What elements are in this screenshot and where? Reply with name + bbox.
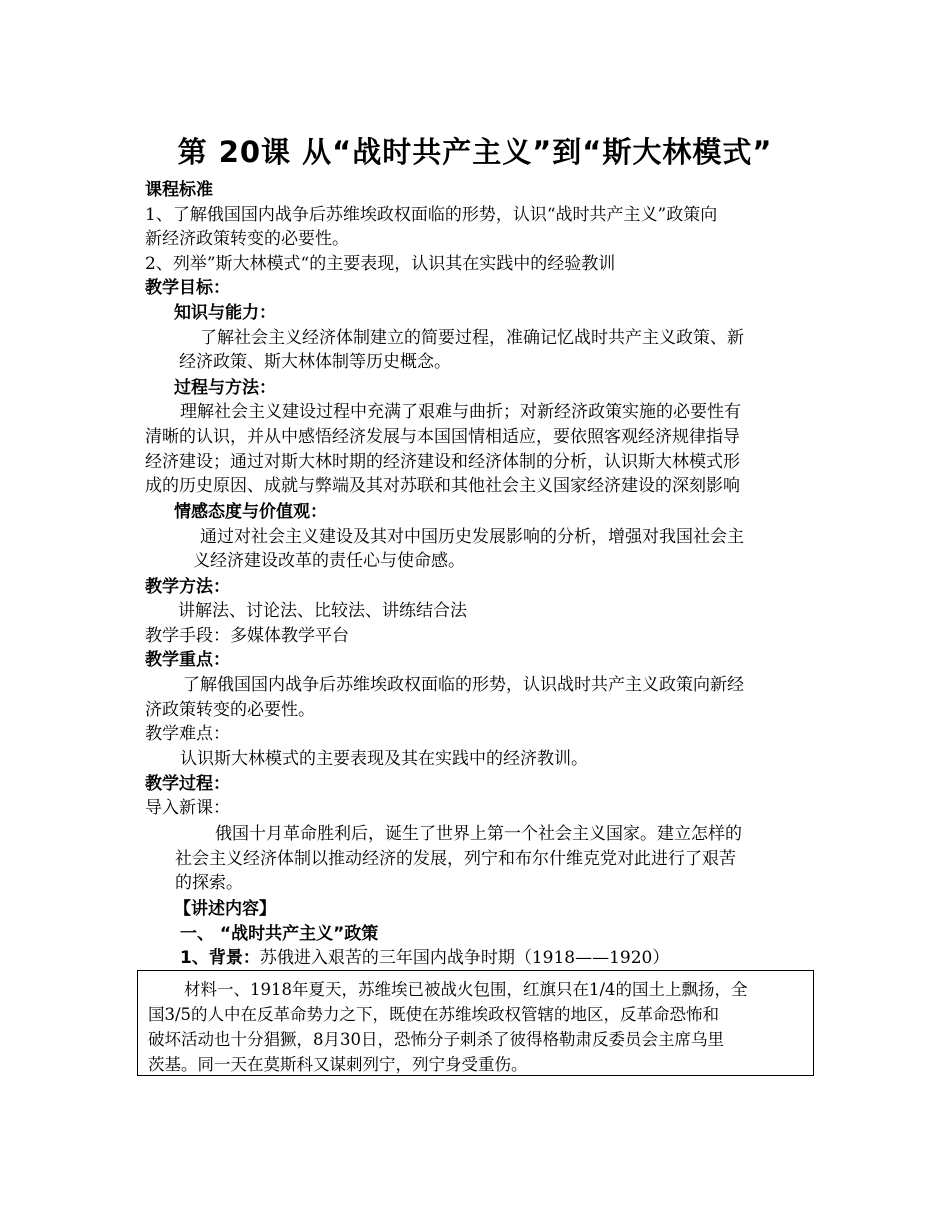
paragraph-line: 了解俄国国内战争后苏维埃政权面临的形势，认识战时共产主义政策向新经 xyxy=(183,675,744,695)
paragraph-line: 清晰的认识，并从中感悟经济发展与本国国情相适应，要依照客观经济规律指导 xyxy=(145,427,740,447)
paragraph-line: 2、列举”斯大林模式“的主要表现，认识其在实践中的经验教训 xyxy=(145,254,616,274)
paragraph-line: 经济建设；通过对斯大林时期的经济建设和经济体制的分析，认识斯大林模式形 xyxy=(145,452,740,472)
paragraph-line: 的探索。 xyxy=(175,873,243,893)
paragraph-line: 义经济建设改革的责任心与使命感。 xyxy=(193,551,465,571)
section-heading: 教学目标： xyxy=(145,278,230,298)
paragraph-line: 通过对社会主义建设及其对中国历史发展影响的分析，增强对我国社会主 xyxy=(200,527,744,547)
material-line: 国3/5的人中在反革命势力之下，既使在苏维埃政权管辖的地区，反革命恐怖和 xyxy=(148,1005,720,1024)
section-heading: 课程标准 xyxy=(145,180,213,200)
paragraph-line: 讲解法、讨论法、比较法、讲练结合法 xyxy=(178,601,467,621)
paragraph-line: 教学手段：多媒体教学平台 xyxy=(145,626,349,646)
paragraph-line: 理解社会主义建设过程中充满了艰难与曲折；对新经济政策实施的必要性有 xyxy=(180,402,741,422)
material-line: 茨基。同一天在莫斯科又谋刺列宁，列宁身受重伤。 xyxy=(148,1055,528,1074)
content-heading: 【讲述内容】 xyxy=(174,899,276,919)
paragraph-line: 1、了解俄国国内战争后苏维埃政权面临的形势，认识“战时共产主义”政策向 xyxy=(145,205,718,225)
section-heading: 导入新课： xyxy=(145,798,230,818)
subsection-heading: 知识与能力： xyxy=(174,303,276,323)
paragraph-line: 俄国十月革命胜利后，诞生了世界上第一个社会主义国家。建立怎样的 xyxy=(215,824,742,844)
paragraph-line: 社会主义经济体制以推动经济的发展，列宁和布尔什维克党对此进行了艰苦 xyxy=(175,849,736,869)
background-line xyxy=(180,946,669,970)
background-text: 苏俄进入艰苦的三年国内战争时期（1918——1920） xyxy=(259,948,670,968)
paragraph-line: 成的历史原因、成就与弊端及其对苏联和其他社会主义国家经济建设的深刻影响 xyxy=(145,476,740,496)
subsection-heading: 过程与方法： xyxy=(174,378,276,398)
paragraph-line: 新经济政策转变的必要性。 xyxy=(145,229,349,249)
material-line: 材料一、1918年夏天，苏维埃已被战火包围，红旗只在1/4的国土上飘扬，全 xyxy=(184,980,748,999)
content-heading: 一、 “战时共产主义”政策 xyxy=(180,924,379,944)
section-heading: 教学难点： xyxy=(145,724,230,744)
paragraph-line: 经济政策、斯大林体制等历史概念。 xyxy=(179,352,451,372)
paragraph-line: 认识斯大林模式的主要表现及其在实践中的经济教训。 xyxy=(180,749,588,769)
page-title: 第 20课 从“战时共产主义”到“斯大林模式” xyxy=(177,135,773,169)
section-heading: 教学重点： xyxy=(145,650,230,670)
material-box xyxy=(137,970,814,1076)
paragraph-line: 济政策转变的必要性。 xyxy=(145,700,315,720)
paragraph-line: 了解社会主义经济体制建立的简要过程，准确记忆战时共产主义政策、新 xyxy=(200,328,744,348)
section-heading: 教学过程： xyxy=(145,774,230,794)
material-line: 破坏活动也十分猖獗，8月30日，恐怖分子刺杀了彼得格勒肃反委员会主席乌里 xyxy=(148,1030,724,1049)
subsection-heading: 情感态度与价值观： xyxy=(174,502,327,522)
background-label: 1、背景： xyxy=(180,948,260,968)
section-heading: 教学方法： xyxy=(145,577,230,597)
